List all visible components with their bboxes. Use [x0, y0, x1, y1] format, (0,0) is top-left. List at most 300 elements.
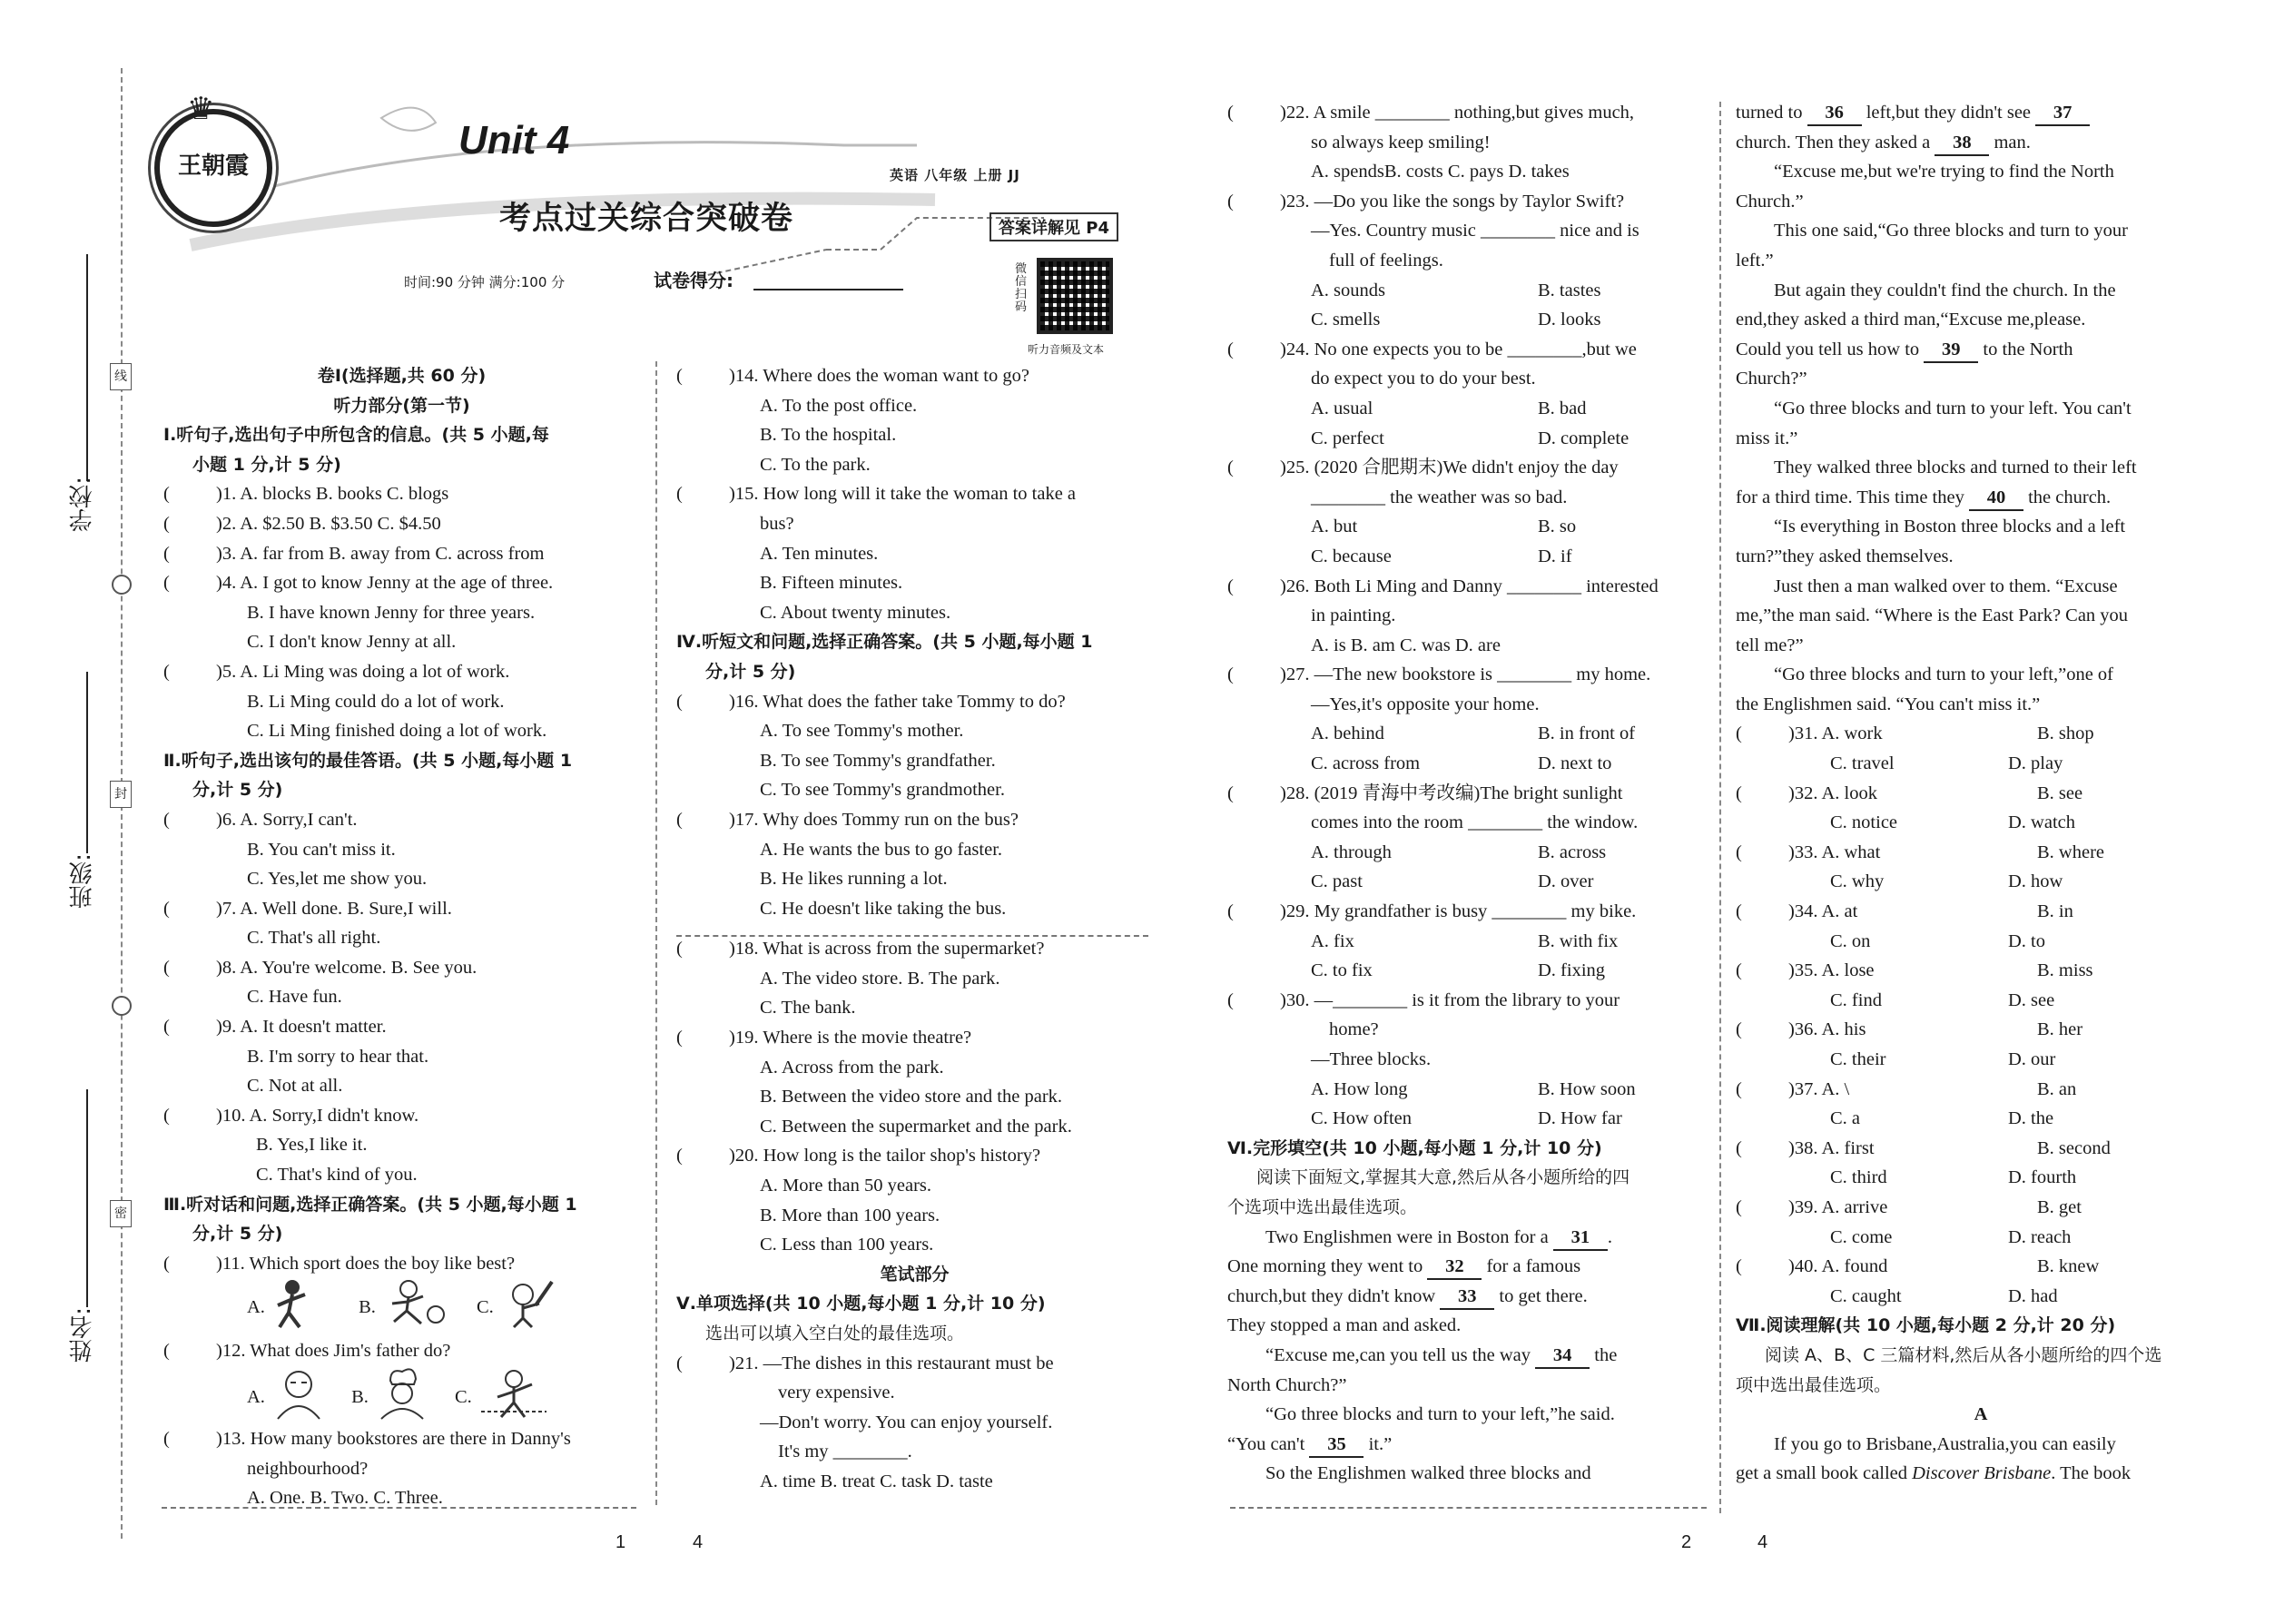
cloze-text: Two Englishmen were in Boston for a [1265, 1226, 1549, 1247]
question-28: ( )28. (2019 青海中考改编)The bright sunlight [1227, 782, 1623, 803]
cloze-line-18 [1736, 335, 2226, 365]
score-line[interactable] [753, 289, 903, 290]
q23-option-a: A. sounds [1311, 280, 1386, 300]
question-19-option-c: C. Between the supermarket and the park. [760, 1116, 1072, 1137]
listening-heading: 听力部分(第一节) [333, 395, 470, 416]
cloze-text: church. Then they asked a [1736, 132, 1931, 153]
question-2: ( )2. A. $2.50 B. $3.50 C. $4.50 [163, 513, 441, 534]
question-12-text: )12. What does Jim's father do? [216, 1341, 451, 1362]
q11-option-c: C. [477, 1297, 494, 1318]
question-25: ( )25. (2020 合肥期末)We didn't enjoy the day [1227, 458, 1619, 478]
question-7: ( )7. A. Well done. B. Sure,I will. [163, 898, 452, 919]
q29-option-d: D. fixing [1538, 960, 1606, 981]
question-20-option-b: B. More than 100 years. [760, 1205, 940, 1225]
cloze-option-b: B. see [2037, 782, 2083, 803]
question-7-option-c: C. That's all right. [247, 928, 381, 949]
qr-caption-left: 微信扫码 [1015, 262, 1028, 314]
q23-option-c: C. smells [1311, 310, 1381, 330]
cloze-line-12: “Excuse me,but we're trying to find the North [1774, 162, 2114, 182]
passage-a-line-1: If you go to Brisbane,Australia,you can easily [1774, 1433, 2116, 1454]
question-29-options-cd [1227, 956, 1704, 986]
question-10: ( )10. A. Sorry,I didn't know. [163, 1105, 419, 1126]
section-6-instruction-cont: 个选项中选出最佳选项。 [1227, 1196, 1418, 1217]
column-4 [1736, 98, 2226, 1489]
question-25-line-2: ________ the weather was so bad. [1311, 487, 1568, 507]
q23-option-d: D. looks [1538, 310, 1601, 330]
question-16-option-b: B. To see Tommy's grandfather. [760, 750, 996, 771]
question-23: ( )23. —Do you like the songs by Taylor Swift? [1227, 191, 1625, 212]
bottom-divider-right [1230, 1507, 1707, 1509]
cloze-question-35-cd [1736, 986, 2226, 1016]
question-9-option-c: C. Not at all. [247, 1076, 343, 1097]
q29-option-c: C. to fix [1311, 960, 1373, 981]
cloze-question-32: ( )32. A. look B. see [1736, 779, 2226, 809]
cloze-line-27: me,”the man said. “Where is the East Park? Can you [1736, 605, 2129, 626]
page-number-1-total: 4 [693, 1532, 704, 1552]
cloze-question-39-cd [1736, 1223, 2226, 1253]
question-25-text: )25. (2020 合肥期末)We didn't enjoy the day [1280, 458, 1619, 478]
cloze-line-4: They stopped a man and asked. [1227, 1315, 1462, 1336]
blank-34[interactable]: 34 [1535, 1343, 1590, 1369]
question-17: ( )17. Why does Tommy run on the bus? [676, 809, 1019, 830]
answer-reference-text: 答案详解见 P4 [999, 219, 1109, 238]
cloze-question-36-cd [1736, 1045, 2226, 1075]
question-11-text: )11. Which sport does the boy like best? [216, 1253, 516, 1274]
page-number-2: 2 [1681, 1532, 1692, 1552]
question-6: ( )6. A. Sorry,I can't. [163, 809, 358, 830]
question-5: ( )5. A. Li Ming was doing a lot of work. [163, 661, 510, 682]
question-23-line-3: full of feelings. [1329, 250, 1443, 271]
question-1-text: )1. A. blocks B. books C. blogs [216, 484, 449, 505]
skater-picture-icon [271, 1278, 314, 1339]
question-30-options-cd [1227, 1104, 1704, 1134]
section-6-heading: Ⅵ.完形填空(共 10 小题,每小题 1 分,计 10 分) [1227, 1137, 1602, 1158]
question-25-options-ab [1227, 512, 1704, 542]
cloze-question-34-cd [1736, 927, 2226, 957]
cloze-question-33: ( )33. A. what B. where [1736, 838, 2226, 868]
section-3-heading-cont: 分,计 5 分) [192, 1224, 283, 1245]
question-20: ( )20. How long is the tailor shop's history? [676, 1146, 1041, 1166]
time-score: 时间:90 分钟 满分:100 分 [404, 274, 566, 290]
cloze-question-32-cd [1736, 808, 2226, 838]
blank-35[interactable]: 35 [1309, 1432, 1364, 1458]
section-3-heading: Ⅲ.听对话和问题,选择正确答案。(共 5 小题,每小题 1 [163, 1194, 577, 1215]
question-24-text: )24. No one expects you to be ________,but we [1280, 339, 1637, 359]
question-22: ( )22. A smile ________ nothing,but gives much, [1227, 103, 1635, 123]
question-21-line-2: very expensive. [778, 1383, 895, 1403]
q24-option-d: D. complete [1538, 428, 1629, 448]
cloze-option-c: C. find [1830, 989, 1882, 1010]
question-17-option-a: A. He wants the bus to go faster. [760, 839, 1003, 860]
q24-option-b: B. bad [1538, 398, 1587, 418]
question-30-line-2: home? [1329, 1019, 1379, 1040]
cloze-option-b: B. second [2037, 1137, 2111, 1158]
question-13-text: )13. How many bookstores are there in Danny's [216, 1429, 571, 1449]
question-24-line-2: do expect you to do your best. [1311, 369, 1536, 389]
question-30-options-ab [1227, 1075, 1704, 1105]
cloze-line-7: “Go three blocks and turn to your left,”he said. [1265, 1404, 1615, 1425]
question-27-line-2: —Yes,it's opposite your home. [1311, 694, 1540, 714]
worker-picture-icon [478, 1366, 550, 1431]
cloze-line-1: Two Englishmen were in Boston for a 31 . [1227, 1223, 1704, 1253]
question-24-options-cd [1227, 424, 1704, 454]
question-28-options-ab [1227, 838, 1704, 868]
question-28-text: )28. (2019 青海中考改编)The bright sunlight [1280, 782, 1623, 803]
cloze-line-16: But again they couldn't find the church. In the [1774, 280, 2116, 300]
cloze-text: “Excuse me,can you tell us the way [1265, 1344, 1531, 1365]
cloze-question-37-cd [1736, 1104, 2226, 1134]
question-1: ( )1. A. blocks B. books C. blogs [163, 484, 449, 505]
section-1-heading-cont: 小题 1 分,计 5 分) [192, 454, 341, 475]
q11-option-a: A. [247, 1297, 265, 1318]
question-28-line-2: comes into the room ________ the window. [1311, 812, 1639, 833]
binding-hole-1 [112, 575, 132, 595]
cloze-text: it.” [1368, 1433, 1393, 1454]
binding-mark-secret: 密 [110, 1200, 132, 1227]
question-3-text: )3. A. far from B. away from C. across from [216, 543, 545, 564]
q30-option-c: C. How often [1311, 1108, 1413, 1129]
question-8: ( )8. A. You're welcome. B. See you. [163, 957, 478, 978]
column-divider-2 [1719, 102, 1721, 1513]
cloze-line-11 [1736, 128, 2226, 158]
question-29-text: )29. My grandfather is busy ________ my bike. [1280, 901, 1637, 922]
q27-option-c: C. across from [1311, 753, 1421, 774]
question-12-options [163, 1366, 640, 1424]
column-divider-1 [655, 361, 657, 1505]
cloze-line-14: This one said,“Go three blocks and turn to your [1774, 221, 2128, 241]
passage-a-heading: A [1974, 1404, 1988, 1425]
cloze-line-22: They walked three blocks and turned to their left [1774, 458, 2137, 478]
question-6-text: )6. A. Sorry,I can't. [216, 809, 358, 830]
cloze-line-29: “Go three blocks and turn to your left,”one of [1774, 664, 2114, 685]
q25-option-c: C. because [1311, 546, 1392, 566]
q28-option-a: A. through [1311, 842, 1392, 862]
binding-hole-2 [112, 996, 132, 1016]
question-26-options: A. is B. am C. was D. are [1311, 635, 1501, 655]
question-14-option-c: C. To the park. [760, 454, 871, 475]
section-7-instruction: 阅读 A、B、C 三篇材料,然后从各小题所给的四个选 [1765, 1344, 2162, 1365]
header [136, 91, 1162, 363]
cloze-option-c: C. caught [1830, 1285, 1902, 1306]
question-16-option-c: C. To see Tommy's grandmother. [760, 780, 1005, 801]
cloze-question-36: ( )36. A. his B. her [1736, 1015, 2226, 1045]
question-21: ( )21. —The dishes in this restaurant must be [676, 1353, 1054, 1373]
question-26-text: )26. Both Li Ming and Danny ________ interested [1280, 576, 1659, 596]
cloze-option-d: D. the [2008, 1108, 2054, 1129]
question-23-text: )23. —Do you like the songs by Taylor Swift? [1280, 191, 1625, 212]
question-11: ( )11. Which sport does the boy like best? [163, 1253, 516, 1274]
q27-option-d: D. next to [1538, 753, 1612, 774]
question-15-option-c: C. About twenty minutes. [760, 602, 951, 623]
q30-option-d: D. How far [1538, 1108, 1622, 1129]
question-18: ( )18. What is across from the supermarket? [676, 939, 1045, 960]
page-number-1: 1 [615, 1532, 626, 1552]
cloze-option-d: D. reach [2008, 1226, 2072, 1247]
cloze-line-6: North Church?” [1227, 1374, 1347, 1395]
name-line[interactable] [86, 1089, 88, 1307]
question-20-option-c: C. Less than 100 years. [760, 1235, 934, 1255]
blank-39[interactable]: 39 [1924, 338, 1978, 363]
section-4-heading: Ⅳ.听短文和问题,选择正确答案。(共 5 小题,每小题 1 [676, 632, 1093, 653]
question-30-text: )30. —________ is it from the library to your [1280, 989, 1620, 1010]
section-5-instruction: 选出可以填入空白处的最佳选项。 [705, 1324, 965, 1343]
cloze-question-38-cd [1736, 1163, 2226, 1193]
question-4: ( )4. A. I got to know Jenny at the age of three. [163, 573, 554, 594]
question-21-line-3: —Don't worry. You can enjoy yourself. [760, 1412, 1053, 1432]
question-14-option-a: A. To the post office. [760, 395, 918, 416]
cloze-options [1736, 719, 2226, 1311]
question-27-options-ab [1227, 719, 1704, 749]
written-part-heading: 笔试部分 [880, 1264, 950, 1284]
cloze-question-38: ( )38. A. first B. second [1736, 1134, 2226, 1164]
question-22-line-2: so always keep smiling! [1311, 132, 1491, 153]
cloze-line-9: So the Englishmen walked three blocks and [1265, 1463, 1591, 1484]
q12-option-a: A. [247, 1387, 265, 1407]
q25-option-b: B. so [1538, 517, 1577, 537]
section-7-instruction-cont: 项中选出最佳选项。 [1736, 1374, 1892, 1395]
q25-option-d: D. if [1538, 546, 1572, 566]
question-5-text: )5. A. Li Ming was doing a lot of work. [216, 661, 510, 682]
school-line[interactable] [86, 254, 88, 481]
question-23-line-2: —Yes. Country music ________ nice and is [1311, 221, 1639, 241]
cloze-option-c: C. why [1830, 871, 1885, 892]
cloze-line-19: Church?” [1736, 369, 1807, 389]
question-16: ( )16. What does the father take Tommy to do? [676, 691, 1066, 712]
q24-option-c: C. perfect [1311, 428, 1384, 448]
section-6-instruction: 阅读下面短文,掌握其大意,然后从各小题所给的四 [1256, 1167, 1630, 1188]
question-25-options-cd [1227, 542, 1704, 572]
question-13-options: A. One. B. Two. C. Three. [247, 1488, 443, 1509]
blank-33[interactable]: 33 [1440, 1284, 1494, 1310]
cloze-question-39: ( )39. A. arrive B. get [1736, 1193, 2226, 1223]
passage-a-line-2 [1736, 1459, 2226, 1489]
blank-37[interactable]: 37 [2035, 101, 2090, 126]
cloze-line-8 [1227, 1430, 1704, 1460]
question-17-option-b: B. He likes running a lot. [760, 869, 948, 890]
cloze-line-23 [1736, 483, 2226, 513]
question-19: ( )19. Where is the movie theatre? [676, 1028, 972, 1048]
column-1 [163, 361, 640, 1513]
passage-text: . The book [2051, 1463, 2132, 1484]
question-5-option-b: B. Li Ming could do a lot of work. [247, 691, 505, 712]
qr-caption-bottom: 听力音频及文本 [1028, 343, 1105, 356]
exam-title: 考点过关综合突破卷 [499, 200, 794, 237]
doctor-picture-icon [271, 1366, 327, 1431]
question-29: ( )29. My grandfather is busy ________ my bike. [1227, 901, 1637, 922]
q23-option-b: B. tastes [1538, 280, 1601, 300]
question-15-option-a: A. Ten minutes. [760, 543, 879, 564]
cloze-text: for a third time. This time they [1736, 487, 1964, 507]
question-18-text: )18. What is across from the supermarket? [729, 939, 1045, 960]
blank-32[interactable]: 32 [1427, 1255, 1482, 1280]
question-27-text: )27. —The new bookstore is ________ my home. [1280, 664, 1651, 685]
question-6-option-b: B. You can't miss it. [247, 839, 396, 860]
cloze-line-20: “Go three blocks and turn to your left. You can't [1774, 398, 2132, 418]
cloze-line-2 [1227, 1252, 1704, 1282]
passage-text: get a small book called [1736, 1463, 1907, 1484]
question-14-option-b: B. To the hospital. [760, 425, 897, 446]
unit-title: Unit 4 [458, 118, 570, 162]
cloze-question-40: ( )40. A. found B. knew [1736, 1252, 2226, 1282]
question-9: ( )9. A. It doesn't matter. [163, 1017, 387, 1038]
q28-option-d: D. over [1538, 871, 1594, 892]
question-4-option-b: B. I have known Jenny for three years. [247, 602, 536, 623]
q29-option-b: B. with fix [1538, 930, 1619, 951]
question-4-option-c: C. I don't know Jenny at all. [247, 632, 457, 653]
question-23-options-cd [1227, 305, 1704, 335]
cloze-question-31-cd [1736, 749, 2226, 779]
cloze-option-c: C. travel [1830, 753, 1895, 774]
question-17-option-c: C. He doesn't like taking the bus. [760, 898, 1007, 919]
cloze-line-24: “Is everything in Boston three blocks and a left [1774, 517, 2126, 537]
blank-31[interactable]: 31 [1553, 1225, 1608, 1251]
blank-36[interactable]: 36 [1807, 101, 1862, 126]
cloze-option-b: B. where [2037, 842, 2105, 862]
cloze-text: One morning they went to [1227, 1256, 1423, 1277]
binding-mark-line: 线 [110, 363, 132, 390]
question-21-text: )21. —The dishes in this restaurant must be [729, 1353, 1054, 1373]
cloze-line-5 [1227, 1341, 1704, 1371]
question-15-text: )15. How long will it take the woman to take a [729, 484, 1077, 505]
cloze-line-30: the Englishmen said. “You can't miss it.” [1736, 694, 2041, 714]
cloze-text: Could you tell us how to [1736, 339, 1920, 359]
question-22-options: A. spendsB. costs C. pays D. takes [1311, 162, 1570, 182]
q27-option-b: B. in front of [1538, 723, 1636, 744]
cloze-option-d: D. our [2008, 1049, 2056, 1069]
cloze-option-c: C. come [1830, 1226, 1893, 1247]
blank-38[interactable]: 38 [1935, 131, 1989, 156]
baseball-player-picture-icon [499, 1278, 556, 1339]
cloze-text: the [1594, 1344, 1618, 1365]
cloze-text: left,but they didn't see [1866, 103, 2032, 123]
cloze-line-25: turn?”they asked themselves. [1736, 546, 1954, 566]
cloze-option-a: )38. A. first [1788, 1137, 1875, 1158]
question-15-line-2: bus? [760, 513, 794, 534]
cloze-option-a: )34. A. at [1788, 901, 1858, 922]
question-18-option-c: C. The bank. [760, 998, 856, 1019]
question-9-text: )9. A. It doesn't matter. [216, 1017, 387, 1038]
part-heading: 卷Ⅰ(选择题,共 60 分) [317, 366, 487, 386]
section-2-heading-cont: 分,计 5 分) [192, 780, 283, 801]
class-label: 班级: [69, 853, 96, 909]
question-19-option-a: A. Across from the park. [760, 1057, 944, 1078]
question-20-option-a: A. More than 50 years. [760, 1176, 932, 1196]
runner-picture-icon [381, 1278, 452, 1339]
cloze-question-37: ( )37. A. \ B. an [1736, 1075, 2226, 1105]
question-24: ( )24. No one expects you to be ________,but we [1227, 339, 1637, 359]
cloze-option-d: D. see [2008, 989, 2055, 1010]
page-number-2-total: 4 [1757, 1532, 1768, 1552]
cloze-option-c: C. on [1830, 930, 1871, 951]
cloze-option-a: )37. A. \ [1788, 1078, 1850, 1099]
cloze-option-a: )33. A. what [1788, 842, 1881, 862]
cloze-option-d: D. fourth [2008, 1167, 2077, 1188]
question-27: ( )27. —The new bookstore is ________ my home. [1227, 664, 1651, 685]
cloze-option-b: B. her [2037, 1019, 2083, 1040]
cloze-question-35: ( )35. A. lose B. miss [1736, 956, 2226, 986]
cloze-option-b: B. an [2037, 1078, 2077, 1099]
question-5-option-c: C. Li Ming finished doing a lot of work. [247, 721, 547, 742]
cloze-text: church,but they didn't know [1227, 1285, 1436, 1306]
question-8-option-c: C. Have fun. [247, 987, 342, 1008]
cloze-line-28: tell me?” [1736, 635, 1804, 655]
question-13-line-2: neighbourhood? [247, 1458, 369, 1479]
question-22-text: )22. A smile ________ nothing,but gives much, [1280, 103, 1635, 123]
cloze-line-3 [1227, 1282, 1704, 1312]
cloze-text: turned to [1736, 103, 1803, 123]
question-8-text: )8. A. You're welcome. B. See you. [216, 957, 478, 978]
cloze-option-d: D. to [2008, 930, 2045, 951]
cloze-option-b: B. get [2037, 1196, 2082, 1217]
cloze-question-34: ( )34. A. at B. in [1736, 897, 2226, 927]
question-15: ( )15. How long will it take the woman to take a [676, 484, 1077, 505]
cloze-option-c: C. notice [1830, 812, 1898, 833]
question-15-option-b: B. Fifteen minutes. [760, 573, 903, 594]
logo-text: 王朝霞 [177, 153, 249, 180]
cloze-option-a: )31. A. work [1788, 723, 1883, 744]
question-9-option-b: B. I'm sorry to hear that. [247, 1046, 429, 1067]
cloze-line-17: end,they asked a third man,“Excuse me,please. [1736, 310, 2086, 330]
question-26-line-2: in painting. [1311, 605, 1396, 626]
question-29-options-ab [1227, 927, 1704, 957]
question-20-text: )20. How long is the tailor shop's history? [729, 1146, 1041, 1166]
question-7-text: )7. A. Well done. B. Sure,I will. [216, 898, 452, 919]
blank-40[interactable]: 40 [1969, 486, 2023, 511]
binding-mark-seal: 封 [110, 781, 132, 808]
question-28-options-cd [1227, 867, 1704, 897]
logo [154, 93, 272, 227]
cloze-option-d: D. had [2008, 1285, 2058, 1306]
cloze-line-15: left.” [1736, 250, 1774, 271]
section-4-heading-cont: 分,计 5 分) [705, 661, 796, 682]
cloze-option-a: )36. A. his [1788, 1019, 1866, 1040]
score-label: 试卷得分: [654, 270, 733, 291]
question-11-options [163, 1278, 640, 1336]
cloze-question-40-cd [1736, 1282, 2226, 1312]
cloze-option-b: B. shop [2037, 723, 2094, 744]
cloze-option-d: D. how [2008, 871, 2063, 892]
question-13: ( )13. How many bookstores are there in Danny's [163, 1429, 571, 1449]
cloze-question-31: ( )31. A. work B. shop [1736, 719, 2226, 749]
question-4-text: )4. A. I got to know Jenny at the age of three. [216, 573, 554, 594]
cloze-text: to get there. [1499, 1285, 1588, 1306]
q28-option-b: B. across [1538, 842, 1607, 862]
name-label: 姓名: [69, 1307, 96, 1363]
question-21-options: A. time B. treat C. task D. taste [760, 1471, 993, 1491]
cloze-text: for a famous [1486, 1256, 1581, 1277]
column-2 [676, 361, 1153, 1497]
question-2-text: )2. A. $2.50 B. $3.50 C. $4.50 [216, 513, 441, 534]
q24-option-a: A. usual [1311, 398, 1373, 418]
answer-reference [989, 212, 1118, 241]
cloze-option-b: B. knew [2037, 1256, 2100, 1277]
question-3: ( )3. A. far from B. away from C. across from [163, 543, 545, 564]
question-14: ( )14. Where does the woman want to go? [676, 366, 1029, 386]
class-line[interactable] [86, 672, 88, 853]
question-16-option-a: A. To see Tommy's mother. [760, 721, 964, 742]
cloze-line-13: Church.” [1736, 191, 1804, 212]
logo-crown-icon: ♛ [187, 93, 215, 126]
spacer [676, 923, 1153, 934]
chef-picture-icon [374, 1366, 430, 1431]
cloze-option-a: )40. A. found [1788, 1256, 1888, 1277]
cloze-option-b: B. in [2037, 901, 2073, 922]
cloze-line-21: miss it.” [1736, 428, 1798, 448]
question-24-options-ab [1227, 394, 1704, 424]
cloze-question-33-cd [1736, 867, 2226, 897]
cloze-text: “You can't [1227, 1433, 1305, 1454]
question-23-options-ab [1227, 276, 1704, 306]
